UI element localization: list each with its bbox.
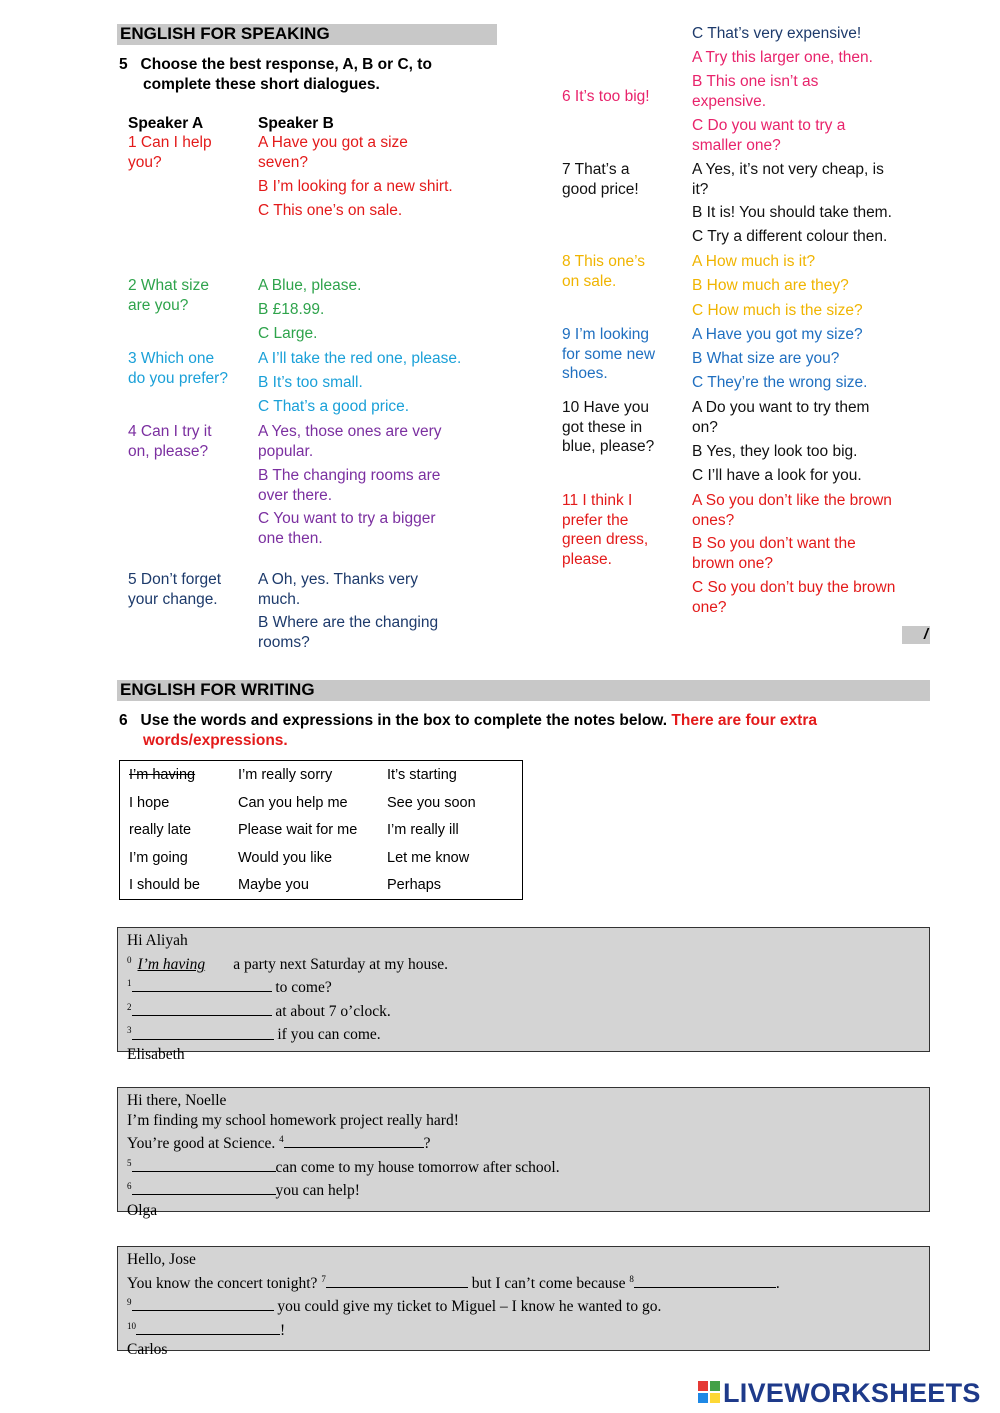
q7-option-a[interactable]: A Yes, it’s not very cheap, is it?	[692, 161, 884, 198]
q3-option-c[interactable]: C That’s a good price.	[258, 398, 410, 415]
word-box-item: I hope	[129, 795, 170, 811]
q6-prompt: 6 It’s too big!	[562, 88, 650, 105]
writing-header: ENGLISH FOR WRITING	[117, 680, 930, 701]
score-slash: /	[923, 626, 928, 643]
word-box-item: Can you help me	[238, 795, 348, 811]
blank-10-input[interactable]	[136, 1320, 280, 1335]
instruction-5	[119, 55, 539, 95]
blank-2-input[interactable]	[132, 1001, 272, 1016]
q1-option-c[interactable]: C This one’s on sale.	[258, 202, 403, 219]
word-box-item: Would you like	[238, 850, 333, 866]
blank-3-input[interactable]	[132, 1025, 274, 1040]
q6-option-a[interactable]: A Try this larger one, then.	[692, 49, 873, 66]
blank-6-input[interactable]	[132, 1180, 276, 1195]
q7-option-b[interactable]: B It is! You should take them.	[692, 204, 892, 221]
blank-1-input[interactable]	[132, 977, 272, 992]
q5-prompt: 5 Don’t forget your change.	[128, 571, 222, 608]
note-aliyah: Hi Aliyah $^0$ I’m having a party next Saturday at my house. $^1$ to come? $^2$ at about 7 o’clock. $^3$ if you can come. Elisabeth	[117, 927, 930, 1052]
q2-option-c[interactable]: C Large.	[258, 325, 318, 342]
liveworksheets-logo[interactable]	[698, 1378, 998, 1408]
word-box-item: I’m really ill	[387, 822, 459, 838]
q5-option-b[interactable]: B Where are the changing rooms?	[258, 614, 439, 651]
word-box-item: I’m going	[129, 850, 188, 866]
word-box-item: Please wait for me	[238, 822, 358, 838]
q8-option-b[interactable]: B How much are they?	[692, 277, 849, 294]
q3-option-b[interactable]: B It’s too small.	[258, 374, 363, 391]
word-box-item: Maybe you	[238, 877, 309, 893]
q3-prompt: 3 Which one do you prefer?	[128, 350, 228, 387]
q2-prompt: 2 What size are you?	[128, 277, 209, 314]
word-box-item: really late	[129, 822, 192, 838]
q11-option-b[interactable]: B So you don’t want the brown one?	[692, 535, 856, 572]
logo-icon-square	[698, 1381, 708, 1391]
q2-option-b[interactable]: B £18.99.	[258, 301, 325, 318]
q1-prompt: 1 Can I help you?	[128, 134, 212, 171]
word-box-item: It’s starting	[387, 767, 457, 783]
q7-option-c[interactable]: C Try a different colour then.	[692, 228, 888, 245]
note-jose: Hello, Jose You know the concert tonight? $^7$ but I can’t come because $^8$ . $^9$ you could give my ticket to Miguel – I know he wanted to go. $^{10}$ ! Carlos	[117, 1246, 930, 1351]
blank-5-input[interactable]	[132, 1157, 276, 1172]
q6-option-b[interactable]: B This one isn’t as expensive.	[692, 73, 819, 110]
q10-option-a[interactable]: A Do you want to try them on?	[692, 399, 870, 436]
q10-option-b[interactable]: B Yes, they look too big.	[692, 443, 858, 460]
q8-prompt: 8 This one’s on sale.	[562, 253, 646, 290]
q3-option-a[interactable]: A I’ll take the red one, please.	[258, 350, 462, 367]
q5-option-c[interactable]: C That’s very expensive!	[692, 25, 862, 42]
word-box-item: See you soon	[387, 795, 476, 811]
note-greeting: Hi Aliyah	[127, 932, 188, 949]
q9-prompt: 9 I’m looking for some new shoes.	[562, 326, 656, 382]
q6-option-c[interactable]: C Do you want to try a smaller one?	[692, 117, 846, 154]
column-header-speaker-b: Speaker B	[258, 115, 334, 132]
q1-option-b[interactable]: B I’m looking for a new shirt.	[258, 178, 453, 195]
logo-icon-square	[710, 1381, 720, 1391]
logo-icon	[698, 1381, 720, 1403]
instruction-line1: Choose the best response, A, B or C, to	[140, 56, 432, 73]
q1-option-a[interactable]: A Have you got a size seven?	[258, 134, 408, 171]
instruction-line2: complete these short dialogues.	[143, 76, 380, 93]
note-greeting: Hello, Jose	[127, 1251, 196, 1268]
note-noelle: Hi there, Noelle I’m finding my school homework project really hard! You’re good at Science. $^4$ ? $^5$ can come to my house tomorrow after school. $^6$ you can help! Olga	[117, 1087, 930, 1212]
note-greeting: Hi there, Noelle	[127, 1092, 227, 1109]
logo-icon-square	[710, 1393, 720, 1403]
note-signature: Elisabeth	[127, 1046, 185, 1064]
q9-option-b[interactable]: B What size are you?	[692, 350, 840, 367]
q9-option-a[interactable]: A Have you got my size?	[692, 326, 863, 343]
q11-option-c[interactable]: C So you don’t buy the brown one?	[692, 579, 896, 616]
word-box-item: Perhaps	[387, 877, 442, 893]
q11-prompt: 11 I think I prefer the green dress, please.	[562, 492, 649, 568]
blank-7-input[interactable]	[326, 1273, 468, 1288]
word-box-item: I’m having	[129, 767, 196, 783]
score-box	[902, 626, 930, 644]
q8-option-a[interactable]: A How much is it?	[692, 253, 816, 270]
q10-option-c[interactable]: C I’ll have a look for you.	[692, 467, 862, 484]
q4-option-b[interactable]: B The changing rooms are over there.	[258, 467, 441, 504]
q10-prompt: 10 Have you got these in blue, please?	[562, 399, 655, 455]
column-header-speaker-a: Speaker A	[128, 115, 204, 132]
q7-prompt: 7 That’s a good price!	[562, 161, 639, 198]
example-answer: I’m having	[137, 955, 206, 973]
word-box-item: Let me know	[387, 850, 470, 866]
note-signature: Carlos	[127, 1341, 168, 1359]
q4-option-a[interactable]: A Yes, those ones are very popular.	[258, 423, 442, 460]
q5-option-a[interactable]: A Oh, yes. Thanks very much.	[258, 571, 418, 608]
word-box	[119, 760, 523, 900]
blank-8-input[interactable]	[634, 1273, 776, 1288]
word-box-item: I’m really sorry	[238, 767, 333, 783]
blank-9-input[interactable]	[132, 1296, 274, 1311]
instruction-6: 6 Use the words and expressions in the box to complete the notes below. There are four extra words/expressions.	[119, 712, 817, 749]
q8-option-c[interactable]: C How much is the size?	[692, 302, 863, 319]
logo-text: LIVEWORKSHEETS	[723, 1378, 981, 1408]
q11-option-a[interactable]: A So you don’t like the brown ones?	[692, 492, 892, 529]
q4-option-c[interactable]: C You want to try a bigger one then.	[258, 510, 436, 547]
q4-prompt: 4 Can I try it on, please?	[128, 423, 212, 460]
speaking-header: ENGLISH FOR SPEAKING	[117, 24, 497, 45]
blank-4-input[interactable]	[284, 1133, 424, 1148]
q9-option-c[interactable]: C They’re the wrong size.	[692, 374, 868, 391]
logo-icon-square	[698, 1393, 708, 1403]
instruction-number: 5	[119, 56, 128, 73]
word-box-item: I should be	[129, 877, 200, 893]
note-signature: Olga	[127, 1201, 158, 1219]
q2-option-a[interactable]: A Blue, please.	[258, 277, 362, 294]
